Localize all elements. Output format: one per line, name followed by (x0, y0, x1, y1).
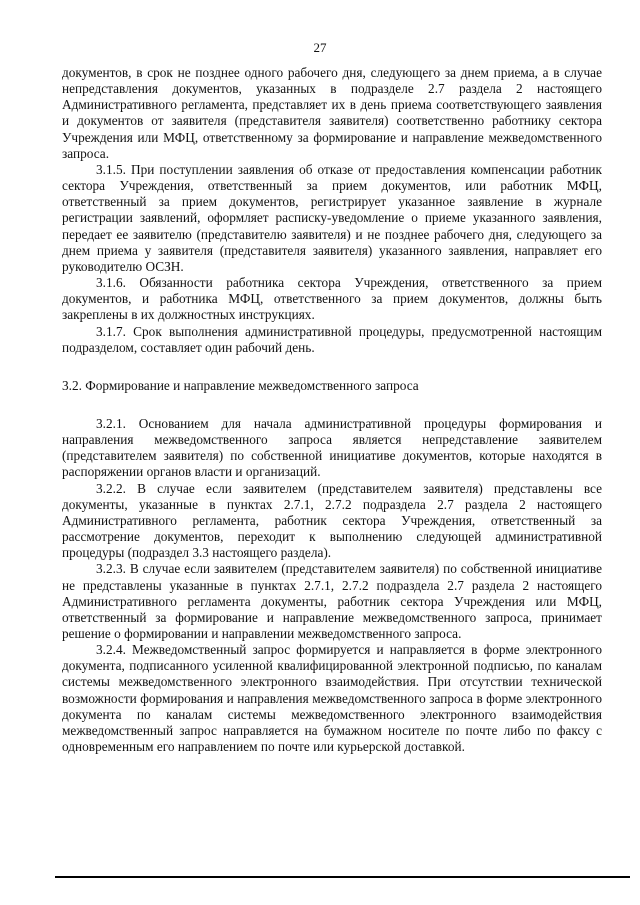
paragraph-3-1-6: 3.1.6. Обязанности работника сектора Учреждения, ответственного за прием документов, и работника МФЦ, ответственного за прием документов, должны быть закреплены в их должностных инструкциях. (62, 275, 602, 323)
paragraph-3-2-4: 3.2.4. Межведомственный запрос формируется и направляется в форме электронного документа, подписанного усиленной квалифицированной электронной подписью, по каналам системы межведомственного электронного взаимодействия. При отсутствии технической возможности формирования и направления межведомственного запроса в форме электронного документа по каналам системы межведомственного электронного взаимодействия межведомственный запрос направляется на бумажном носителе по почте либо по факсу с одновременным его направлением по почте или курьерской доставкой. (62, 642, 602, 755)
paragraph-continuation: документов, в срок не позднее одного рабочего дня, следующего за днем приема, а в случае непредставления документов, указанных в подразделе 2.7 раздела 2 настоящего Административного регламента, представляет их в день приема соответствующего заявления и документов от заявителя (представителя заявителя) соответственно работнику сектора Учреждения или МФЦ, ответственному за формирование и направление межведомственного запроса. (62, 65, 602, 161)
paragraph-3-2-3: 3.2.3. В случае если заявителем (представителем заявителя) по собственной инициативе не представлены указанные в пунктах 2.7.1, 2.7.2 подраздела 2.7 раздела 2 настоящего Административного регламента документы, работник сектора Учреждения или МФЦ, ответственный за формирование и направление межведомственного запроса, принимает решение о формировании и направлении межведомственного запроса. (62, 561, 602, 641)
document-body (62, 65, 602, 755)
paragraph-3-2-1: 3.2.1. Основанием для начала административной процедуры формирования и направления межведомственного запроса является непредставление заявителем (представителем заявителя) по собственной инициативе документов, которые находятся в распоряжении органов власти и организаций. (62, 415, 602, 480)
paragraph-3-1-7: 3.1.7. Срок выполнения административной процедуры, предусмотренной настоящим подразделом, составляет один рабочий день. (62, 323, 602, 355)
page-number: 27 (313, 40, 327, 55)
paragraph-3-2-2: 3.2.2. В случае если заявителем (представителем заявителя) представлены все документы, указанные в пунктах 2.7.1, 2.7.2 подраздела 2.7 раздела 2 настоящего Административного регламента, работник сектора Учреждения, ответственный за рассмотрение документов, переходит к выполнению следующей административной процедуры (подраздел 3.3 настоящего раздела). (62, 480, 602, 561)
section-heading: 3.2. Формирование и направление межведомственного запроса (62, 377, 419, 393)
bottom-divider (55, 876, 630, 878)
paragraph-3-1-5: 3.1.5. При поступлении заявления об отказе от предоставления компенсации работник сектора Учреждения, ответственный за прием документов, или работник МФЦ, ответственный за прием документов, регистрирует указанное заявление в журнале регистрации заявлений, оформляет расписку-уведомление о приеме указанного заявления, передает ее заявителю (представителю заявителя) и не позднее рабочего дня, следующего за днем приема у заявителя (представителя заявителя) указанного заявления, направляет его руководителю ОСЗН. (62, 161, 602, 274)
